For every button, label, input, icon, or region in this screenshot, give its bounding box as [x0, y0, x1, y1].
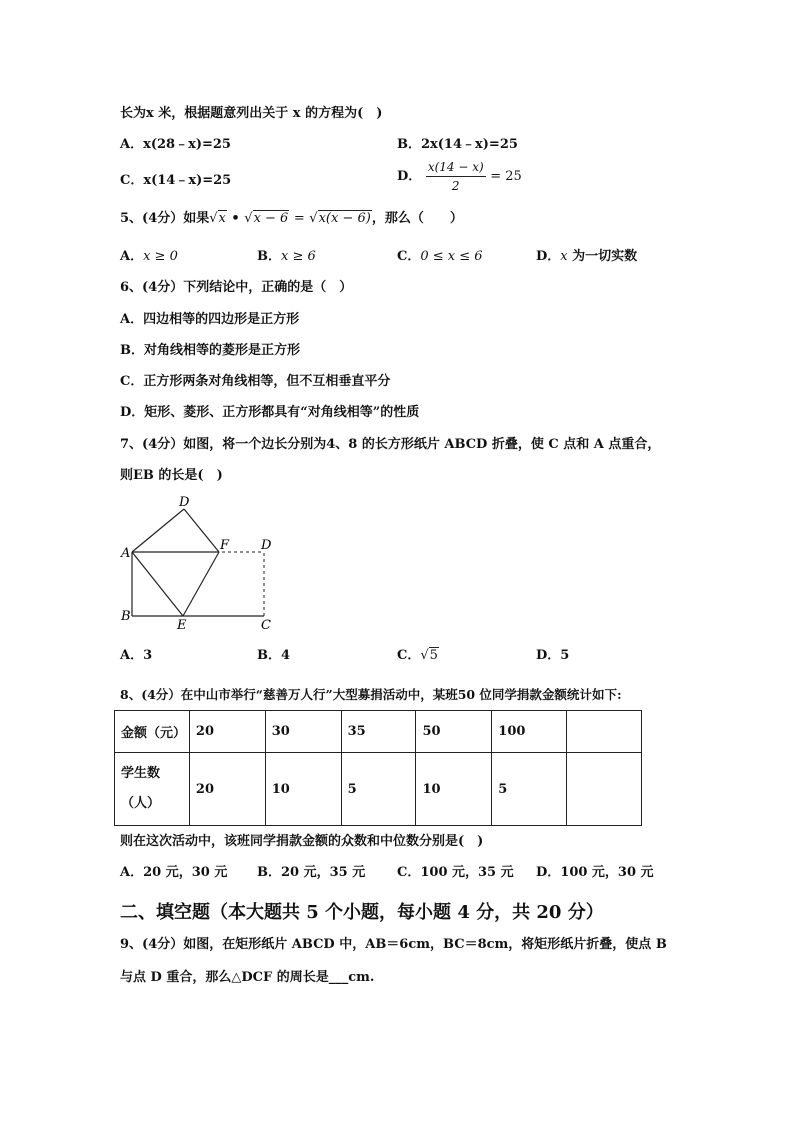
q5-prefix: 5、(4分）如果 — [120, 211, 210, 226]
q4-option-d-rhs: = 25 — [490, 168, 522, 184]
q4-option-a[interactable]: A．x(28﹣x)=25 — [120, 137, 231, 152]
q7-label-f: F — [220, 538, 230, 553]
q7-option-c[interactable]: C．√5 — [397, 648, 438, 663]
q7-option-a[interactable]: A．3 — [120, 648, 153, 663]
q4-option-b[interactable]: B．2x(14﹣x)=25 — [397, 137, 518, 152]
q7-option-b[interactable]: B．4 — [257, 648, 291, 663]
q4-option-d[interactable] — [397, 158, 522, 198]
q8-row2-header-line2: （人） — [121, 796, 161, 811]
table-row — [115, 753, 642, 826]
q7-option-c-radicand: 5 — [429, 648, 438, 663]
q7-label-d-top: D — [179, 495, 190, 510]
q7-edge-dtop-f — [184, 509, 219, 552]
table-cell: 30 — [265, 711, 341, 753]
q4-stem: 长为x 米，根据题意列出关于 x 的方程为( ) — [120, 106, 383, 121]
q5-equals: = — [293, 211, 305, 226]
q7-stem-line2: 则EB 的长是( ) — [120, 468, 223, 483]
q7-option-d[interactable]: D．5 — [536, 648, 570, 663]
q5-option-c[interactable]: C．0 ≤ x ≤ 6 — [397, 249, 483, 264]
q5-stem — [120, 210, 463, 228]
q7-label-c: C — [261, 618, 271, 633]
q7-label-a: A — [121, 546, 131, 561]
q5-sqrt-a: √x — [209, 211, 226, 226]
q8-question: 则在这次活动中，该班同学捐款金额的众数和中位数分别是( ) — [120, 834, 484, 849]
q7-label-e: E — [177, 618, 187, 633]
q7-label-b: B — [121, 609, 131, 624]
q6-option-b[interactable]: B．对角线相等的菱形是正方形 — [120, 343, 300, 358]
table-cell: 10 — [416, 753, 492, 826]
q7-stem-line1: 7、(4分）如图，将一个边长分别为4、8 的长方形纸片 ABCD 折叠，使 C 点和 A 点重合， — [120, 437, 661, 452]
q8-stem: 8、(4分）在中山市举行“慈善万人行”大型募捐活动中，某班50 位同学捐款金额统计如下: — [120, 687, 622, 702]
table-cell: 100 — [492, 711, 567, 753]
table-header-cell: 金额（元） — [115, 711, 190, 753]
q5-option-b[interactable]: B．x ≥ 6 — [257, 249, 316, 264]
q9-line2: 与点 D 重合，那么△DCF 的周长是___cm. — [120, 970, 375, 985]
q5-dot: • — [231, 211, 240, 226]
q6-option-c[interactable]: C．正方形两条对角线相等，但不互相垂直平分 — [120, 374, 391, 389]
q5-suffix: ，那么（ ） — [371, 211, 463, 226]
q4-option-d-numerator: x(14 − x) — [426, 158, 486, 177]
q4-option-d-denominator: 2 — [451, 179, 460, 193]
table-row — [115, 711, 642, 753]
q6-option-d[interactable]: D．矩形、菱形、正方形都具有“对角线相等”的性质 — [120, 405, 420, 420]
q4-option-c[interactable]: C．x(14﹣x)=25 — [120, 173, 232, 188]
q8-donation-table — [114, 710, 642, 826]
q6-option-a[interactable]: A．四边相等的四边形是正方形 — [120, 312, 300, 327]
table-cell: 50 — [416, 711, 492, 753]
table-cell: 5 — [341, 753, 416, 826]
table-cell: 20 — [189, 711, 265, 753]
q7-edge-a-dtop — [132, 509, 184, 552]
table-cell: 20 — [189, 753, 265, 826]
table-header-cell — [115, 753, 190, 826]
q5-option-d[interactable]: D．x 为一切实数 — [536, 249, 638, 264]
q5-option-a[interactable]: A．x ≥ 0 — [120, 249, 178, 264]
q7-figure — [112, 494, 292, 636]
q8-option-d[interactable]: D．100 元，30 元 — [536, 865, 654, 880]
section-title: 二、填空题（本大题共 5 个小题，每小题 4 分，共 20 分） — [120, 902, 604, 923]
q8-option-a[interactable]: A．20 元，30 元 — [120, 865, 228, 880]
q5-sqrt-b: √x − 6 — [244, 211, 289, 226]
q5-sqrt-c: √x(x − 6) — [309, 211, 371, 226]
q7-label-d-right: D — [261, 538, 272, 553]
table-cell — [567, 753, 642, 826]
q9-line1: 9、(4分）如图，在矩形纸片 ABCD 中，AB＝6cm，BC＝8cm，将矩形纸片折叠，使点 B — [120, 937, 667, 952]
q7-edge-fe — [183, 552, 219, 616]
q6-stem: 6、(4分）下列结论中，正确的是（ ） — [120, 280, 353, 295]
q8-row2-header-line1: 学生数 — [121, 766, 161, 781]
q7-edge-ae — [132, 552, 183, 616]
q8-option-b[interactable]: B．20 元，35 元 — [257, 865, 366, 880]
q8-option-c[interactable]: C．100 元，35 元 — [397, 865, 514, 880]
q4-option-d-label: D． — [397, 168, 422, 184]
table-cell: 35 — [341, 711, 416, 753]
table-cell: 5 — [492, 753, 567, 826]
table-cell — [567, 711, 642, 753]
table-cell: 10 — [265, 753, 341, 826]
q4-option-d-fraction — [426, 158, 486, 195]
